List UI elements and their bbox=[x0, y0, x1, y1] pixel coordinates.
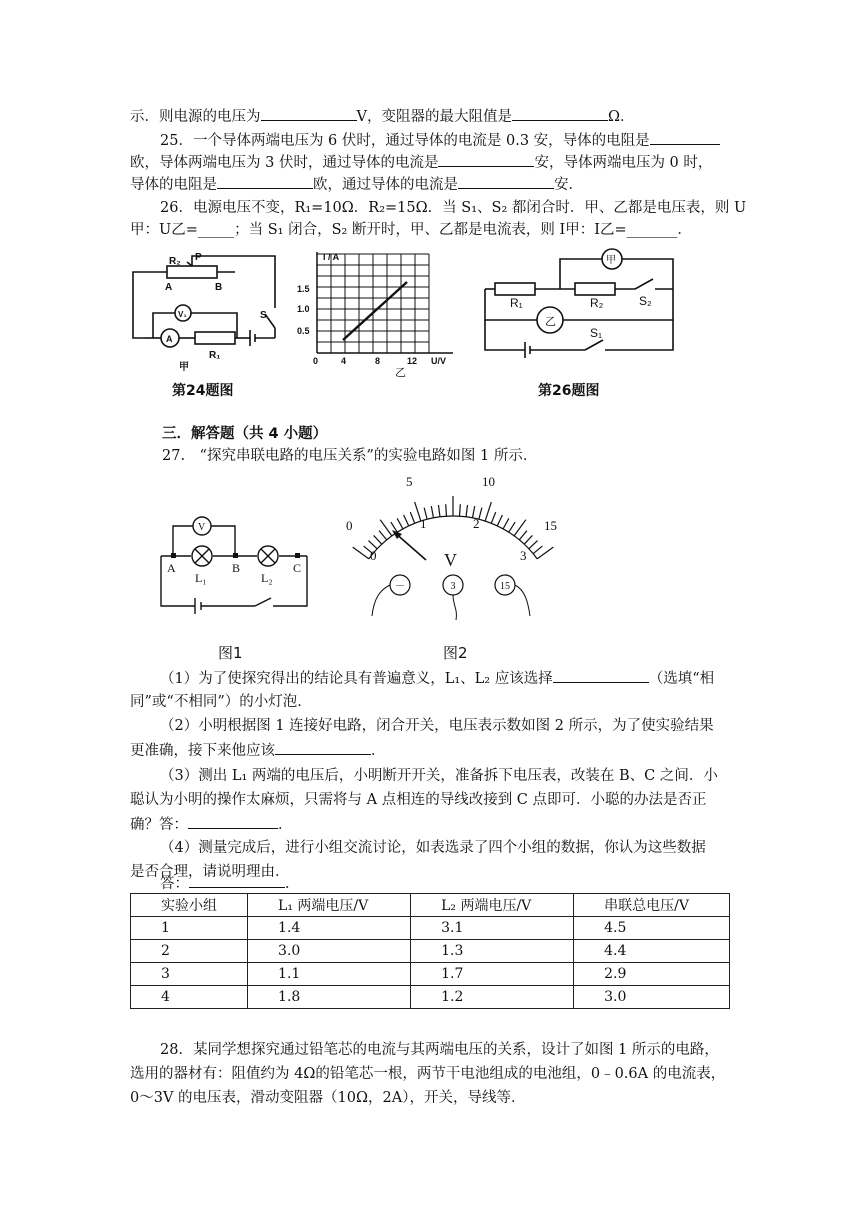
q25-line-1: 25．一个导体两端电压为 6 伏时，通过导体的电流是 0.3 安，导体的电阻是 bbox=[160, 130, 720, 151]
meter-tick bbox=[374, 535, 382, 544]
fig24-jia-label: 甲 bbox=[179, 362, 189, 373]
meter-bottom-label: 3 bbox=[520, 548, 527, 563]
table-cell: 1.4 bbox=[248, 917, 411, 940]
fig2-caption: 图2 bbox=[443, 644, 468, 662]
meter-tick bbox=[404, 515, 409, 526]
table-cell: 2 bbox=[131, 940, 248, 963]
fig24-caption: 第24题图 bbox=[172, 383, 234, 399]
svg-text:R₂: R₂ bbox=[169, 256, 181, 267]
meter-top-label: 15 bbox=[544, 518, 557, 533]
q27-p3-line3: 确？答： ． bbox=[130, 814, 293, 835]
graph-ytick: 1.0 bbox=[297, 304, 310, 314]
svg-text:R₁: R₁ bbox=[510, 296, 523, 310]
terminal-label: － bbox=[395, 581, 405, 592]
svg-text:L₂: L₂ bbox=[261, 571, 273, 585]
q25-line-3: 导体的电阻是 欧，通过导体的电流是 安． bbox=[130, 174, 583, 195]
q27-p1-line2: 同”或“不相同”）的小灯泡． bbox=[130, 694, 312, 710]
table-cell: 1.3 bbox=[411, 940, 574, 963]
meter-tick bbox=[519, 531, 527, 540]
table-row bbox=[131, 940, 730, 963]
table-header-cell: 实验小组 bbox=[131, 894, 248, 917]
meter-tick bbox=[466, 505, 468, 517]
table-header-cell: L₂ 两端电压/V bbox=[411, 894, 574, 917]
table-cell: 1.7 bbox=[411, 963, 574, 986]
answer-blank[interactable] bbox=[553, 668, 649, 683]
table-row bbox=[131, 986, 730, 1009]
graph-ytick: 1.5 bbox=[297, 284, 310, 294]
answer-blank[interactable] bbox=[438, 152, 534, 167]
fig1-caption: 图1 bbox=[218, 644, 243, 662]
meter-tick bbox=[460, 504, 461, 516]
answer-blank[interactable] bbox=[189, 873, 285, 888]
q27-title: 27. “探究串联电路的电压关系”的实验电路如图 1 所示． bbox=[162, 448, 538, 464]
graph-yi-label: 乙 bbox=[395, 367, 406, 379]
table-cell: 4.4 bbox=[574, 940, 730, 963]
q28-line-1: 28．某同学想探究通过铅笔芯的电流与其两端电压的关系，设计了如图 1 所示的电路， bbox=[160, 1042, 719, 1058]
q27-p2-line1: （2）小明根据图 1 连接好电路，闭合开关，电压表示数如图 2 所示，为了使实验结果 bbox=[160, 718, 714, 734]
meter-tick bbox=[391, 522, 397, 532]
q27-p3-line1: （3）测出 L₁ 两端的电压后，小明断开开关，准备拆下电压表，改装在 B、C 之间．小 bbox=[160, 768, 718, 784]
table-row bbox=[131, 917, 730, 940]
q28-line-2: 选用的器材有：阻值约为 4Ω的铅笔芯一根，两节干电池组成的电池组，0﹣0.6A 的电流表， bbox=[130, 1066, 726, 1082]
answer-blank[interactable] bbox=[650, 130, 720, 145]
q26-line-2: 甲：U乙=_____；当 S₁ 闭合，S₂ 断开时，甲、乙都是电流表，则 I甲：I乙=_______． bbox=[130, 222, 692, 238]
answer-blank[interactable] bbox=[275, 740, 371, 755]
meter-tick bbox=[410, 512, 414, 523]
graph-xlabel: U/V bbox=[431, 356, 447, 366]
meter-tick bbox=[485, 502, 491, 521]
meter-tick bbox=[431, 506, 433, 518]
svg-text:V: V bbox=[198, 522, 206, 533]
answer-blank[interactable] bbox=[458, 174, 554, 189]
q28-line-3: 0～3V 的电压表，滑动变阻器（10Ω，2A），开关，导线等． bbox=[130, 1090, 526, 1106]
meter-top-label: 10 bbox=[482, 474, 495, 489]
meter-bottom-label: 0 bbox=[370, 548, 377, 563]
answer-blank[interactable] bbox=[512, 106, 608, 121]
svg-text:R₂: R₂ bbox=[590, 296, 604, 310]
fig26-jia-label: 甲 bbox=[606, 255, 616, 266]
answer-blank[interactable] bbox=[217, 174, 313, 189]
q27-p4-line3: 答： ． bbox=[160, 873, 300, 894]
meter-tick bbox=[533, 546, 542, 554]
fig2-voltmeter bbox=[340, 470, 570, 630]
table-cell: 3.0 bbox=[574, 986, 730, 1009]
meter-tick bbox=[503, 518, 509, 529]
svg-text:A: A bbox=[165, 282, 173, 293]
svg-text:V₁: V₁ bbox=[178, 310, 187, 319]
meter-tick bbox=[529, 541, 538, 549]
meter-tick bbox=[379, 531, 387, 540]
meter-tick bbox=[438, 505, 440, 517]
meter-letter: V bbox=[444, 550, 457, 570]
q24-tail-line: 示．则电源的电压为 V，变阻器的最大阻值是 Ω． bbox=[130, 106, 635, 127]
voltage-data-table bbox=[130, 893, 730, 1009]
fig24-circuit bbox=[125, 248, 285, 378]
meter-bottom-label: 2 bbox=[473, 516, 480, 531]
q25-line-2: 欧，导体两端电压为 3 伏时，通过导体的电流是 安，导体两端电压为 0 时， bbox=[130, 152, 712, 173]
meter-tick bbox=[446, 504, 447, 516]
fig26-circuit bbox=[475, 245, 685, 360]
table-header-cell: 串联总电压/V bbox=[574, 894, 730, 917]
meter-top-zero: 0 bbox=[346, 518, 353, 533]
table-header-row bbox=[131, 894, 730, 917]
table-cell: 1 bbox=[131, 917, 248, 940]
graph-xtick: 0 bbox=[313, 356, 319, 366]
svg-text:S: S bbox=[260, 310, 267, 321]
q27-p4-line2: 是否合理，请说明理由． bbox=[130, 864, 290, 880]
svg-text:A: A bbox=[166, 334, 173, 344]
svg-text:S₂: S₂ bbox=[639, 294, 652, 308]
iu-graph bbox=[295, 250, 455, 380]
fig26-caption: 第26题图 bbox=[538, 383, 600, 399]
answer-blank[interactable] bbox=[188, 814, 278, 829]
svg-text:R₁: R₁ bbox=[209, 350, 221, 361]
graph-ylabel: I / A bbox=[323, 252, 340, 262]
meter-tick bbox=[509, 522, 515, 532]
table-row bbox=[131, 963, 730, 986]
graph-xtick: 12 bbox=[407, 356, 418, 366]
meter-tick bbox=[491, 512, 495, 523]
terminal-label: 3 bbox=[450, 581, 456, 592]
table-cell: 1.2 bbox=[411, 986, 574, 1009]
svg-text:B: B bbox=[215, 282, 223, 293]
graph-xtick: 8 bbox=[375, 356, 381, 366]
q27-p3-line2: 聪认为小明的操作太麻烦，只需将与 A 点相连的导线改接到 C 点即可．小聪的办法是否正 bbox=[130, 792, 707, 808]
q27-p1-line1: （1）为了使探究得出的结论具有普遍意义，L₁、L₂ 应该选择 （选填“相 bbox=[160, 668, 714, 689]
table-cell: 4 bbox=[131, 986, 248, 1009]
meter-top-label: 5 bbox=[406, 474, 413, 489]
section-heading: 三．解答题（共 4 小题） bbox=[162, 426, 328, 442]
meter-tick bbox=[397, 518, 403, 529]
q27-p4-line1: （4）测量完成后，进行小组交流讨论，如表选录了四个小组的数据，你认为这些数据 bbox=[160, 840, 706, 856]
q26-line-1: 26．电源电压不变，R₁=10Ω．R₂=15Ω．当 S₁、S₂ 都闭合时．甲、乙都是电压表，则 U bbox=[160, 200, 747, 216]
table-cell: 1.8 bbox=[248, 986, 411, 1009]
answer-blank[interactable] bbox=[261, 106, 357, 121]
table-cell: 3.1 bbox=[411, 917, 574, 940]
svg-text:B: B bbox=[232, 561, 241, 575]
svg-text:C: C bbox=[293, 561, 302, 575]
q27-p2-line2: 更准确，接下来他应该 ． bbox=[130, 740, 386, 761]
meter-tick bbox=[524, 535, 532, 544]
svg-text:A: A bbox=[167, 561, 176, 575]
graph-ytick: 0.5 bbox=[297, 326, 310, 336]
terminal-label: 15 bbox=[500, 581, 510, 592]
table-cell: 3 bbox=[131, 963, 248, 986]
svg-text:S₁: S₁ bbox=[590, 326, 603, 340]
fig1-series-circuit bbox=[155, 510, 320, 615]
table-cell: 3.0 bbox=[248, 940, 411, 963]
table-cell: 4.5 bbox=[574, 917, 730, 940]
meter-bottom-label: 1 bbox=[420, 516, 427, 531]
fig26-yi-label: 乙 bbox=[545, 316, 556, 328]
svg-text:P: P bbox=[195, 252, 202, 263]
table-cell: 1.1 bbox=[248, 963, 411, 986]
svg-text:L₁: L₁ bbox=[195, 571, 207, 585]
table-cell: 2.9 bbox=[574, 963, 730, 986]
graph-xtick: 4 bbox=[341, 356, 347, 366]
meter-tick bbox=[497, 515, 502, 526]
table-header-cell: L₁ 两端电压/V bbox=[248, 894, 411, 917]
